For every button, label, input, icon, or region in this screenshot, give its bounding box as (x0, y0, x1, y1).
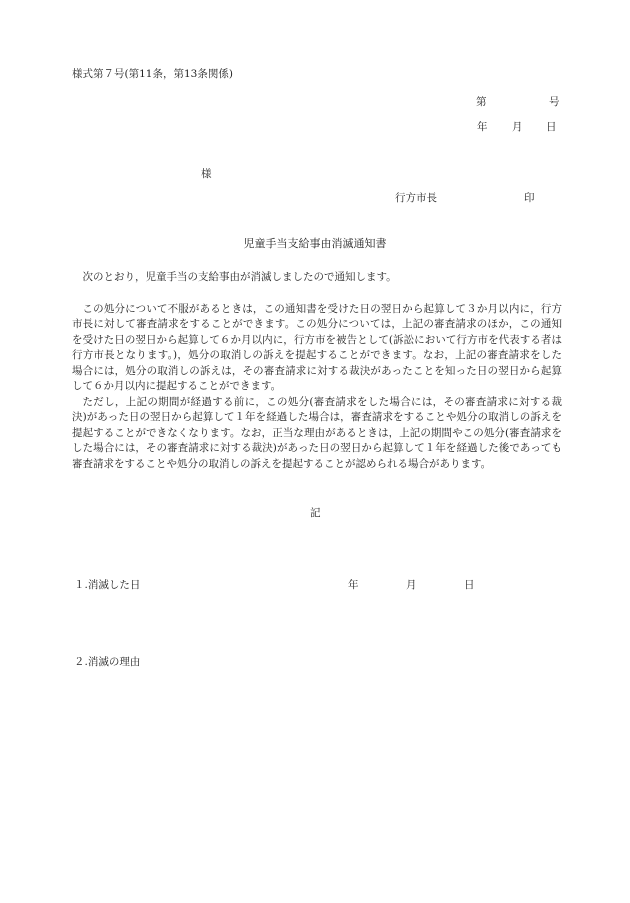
item-date-year: 年 (348, 579, 359, 591)
document-title: 児童手当支給事由消滅通知書 (243, 237, 387, 250)
sender-name: 行方市長 (395, 192, 437, 204)
number-suffix: 号 (549, 96, 560, 108)
header-day: 日 (546, 121, 557, 133)
notice-paragraph-1: この処分について不服があるときは，この通知書を受けた日の翌日から起算して３か月以内に，行方市長に対して審査請求をすることができます。この処分については，上記の審査請求のほか，この通知を受けた日の翌日から起算して６か月以内に，行方市を被告として(訴訟において行方市を代表する者は行方市長となります。)，処分の取消しの訴えを提起することができます。なお，上記の審査請求をした場合には，処分の取消しの訴えは，その審査請求に対する裁決があったことを知った日の翌日から起算して６か月以内に提起することができます。 (72, 303, 562, 393)
item-date-month: 月 (406, 579, 417, 591)
item-reason-label: ２.消滅の理由 (74, 656, 141, 668)
item-date-label: １.消滅した日 (74, 579, 141, 591)
form-reference: 様式第７号(第11条，第13条関係) (72, 68, 233, 80)
ki-heading: 記 (310, 507, 321, 519)
header-year: 年 (477, 121, 488, 133)
number-prefix: 第 (476, 96, 487, 108)
item-date-day: 日 (464, 579, 475, 591)
header-month: 月 (512, 121, 523, 133)
seal-mark: 印 (524, 192, 535, 204)
intro-text: 次のとおり，児童手当の支給事由が消滅しましたので通知します。 (82, 271, 397, 283)
notice-paragraph-2: ただし，上記の期間が経過する前に，この処分(審査請求をした場合には，その審査請求に対する裁決)があった日の翌日から起算して１年を経過した場合は，審査請求をすることや処分の取消しの訴えを提起することができなくなります。なお，正当な理由があるときは，上記の期間やこの処分(審査請求をした場合には，その審査請求に対する裁決)があった日の翌日から起算して１年を経過した後であっても審査請求をすることや処分の取消しの訴えを提起することが認められる場合があります。 (72, 396, 562, 470)
recipient-honorific: 様 (201, 168, 212, 180)
